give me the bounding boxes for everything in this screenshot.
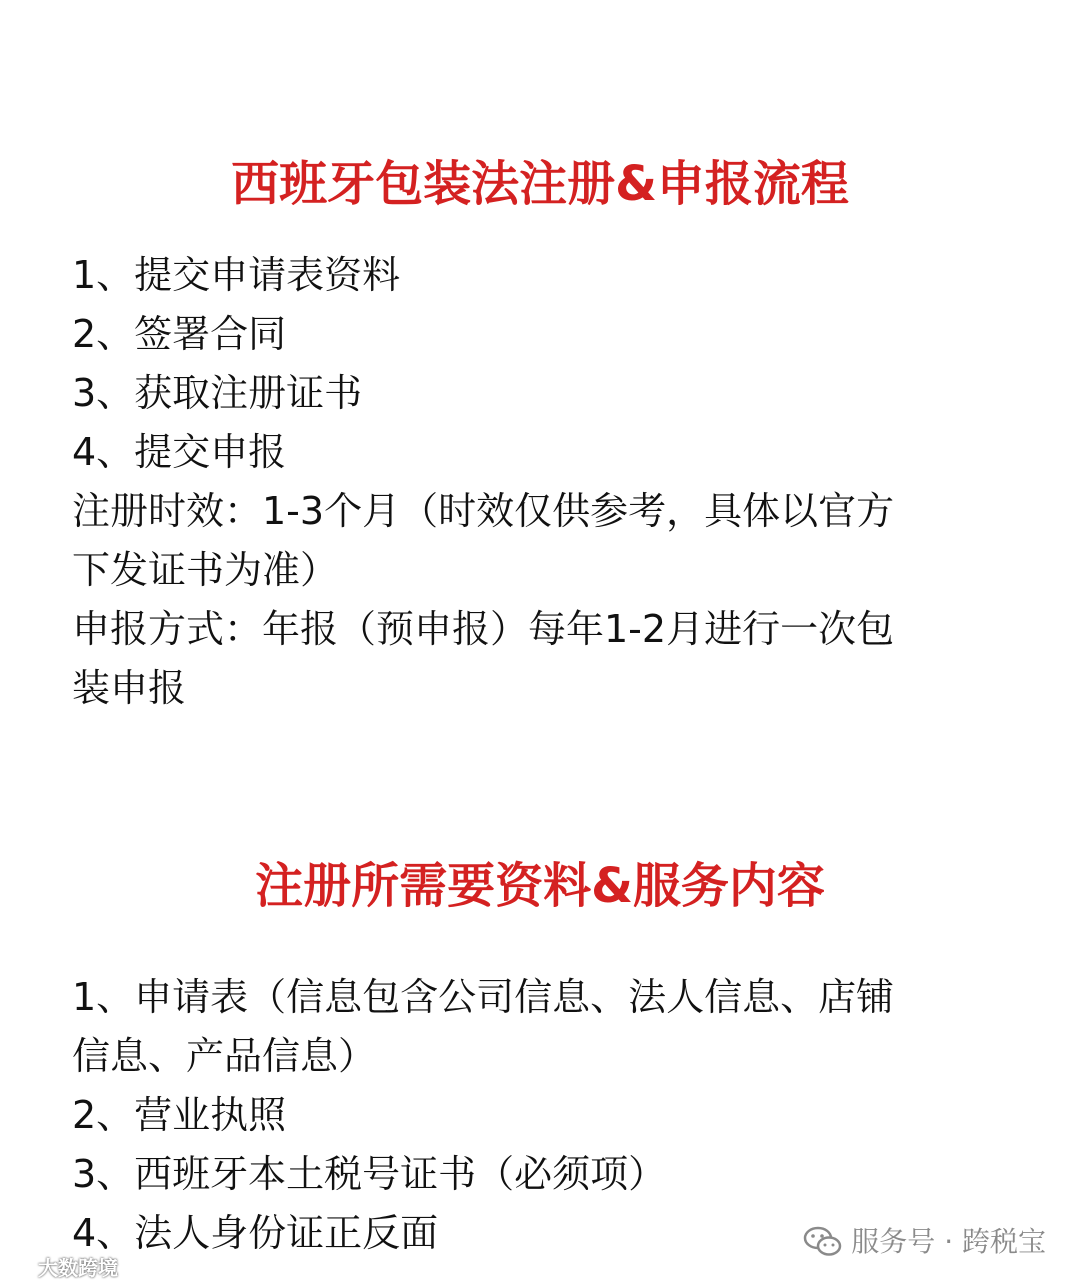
list-item: 注册时效：1-3个月（时效仅供参考，具体以官方 [72,489,895,533]
section2-title: 注册所需要资料&服务内容 [255,858,825,914]
list-item: 4、法人身份证正反面 [72,1211,439,1255]
list-item: 3、获取注册证书 [72,371,363,415]
list-item: 3、西班牙本土税号证书（必须项） [72,1152,667,1196]
list-item: 1、申请表（信息包含公司信息、法人信息、店铺 [72,975,895,1019]
watermark-right-text: 服务号 · 跨税宝 [851,1225,1046,1258]
watermark-left [8,1252,118,1281]
section2-list [72,968,1012,1263]
section1-list [72,246,1012,718]
list-item: 2、营业执照 [72,1093,287,1137]
list-item: 1、提交申请表资料 [72,253,401,297]
weibo-logo-icon [8,1256,34,1278]
list-item: 2、签署合同 [72,312,287,356]
list-item: 信息、产品信息） [72,1034,377,1078]
list-item: 申报方式：年报（预申报）每年1-2月进行一次包 [72,607,895,651]
list-item: 下发证书为准） [72,548,339,592]
wechat-logo-icon [803,1225,843,1259]
list-item: 4、提交申报 [72,430,287,474]
list-item: 装申报 [72,666,187,710]
section1-title: 西班牙包装法注册&申报流程 [231,156,849,212]
watermark-left-text: 大数跨境 [38,1256,118,1280]
watermark-right [803,1222,1046,1262]
